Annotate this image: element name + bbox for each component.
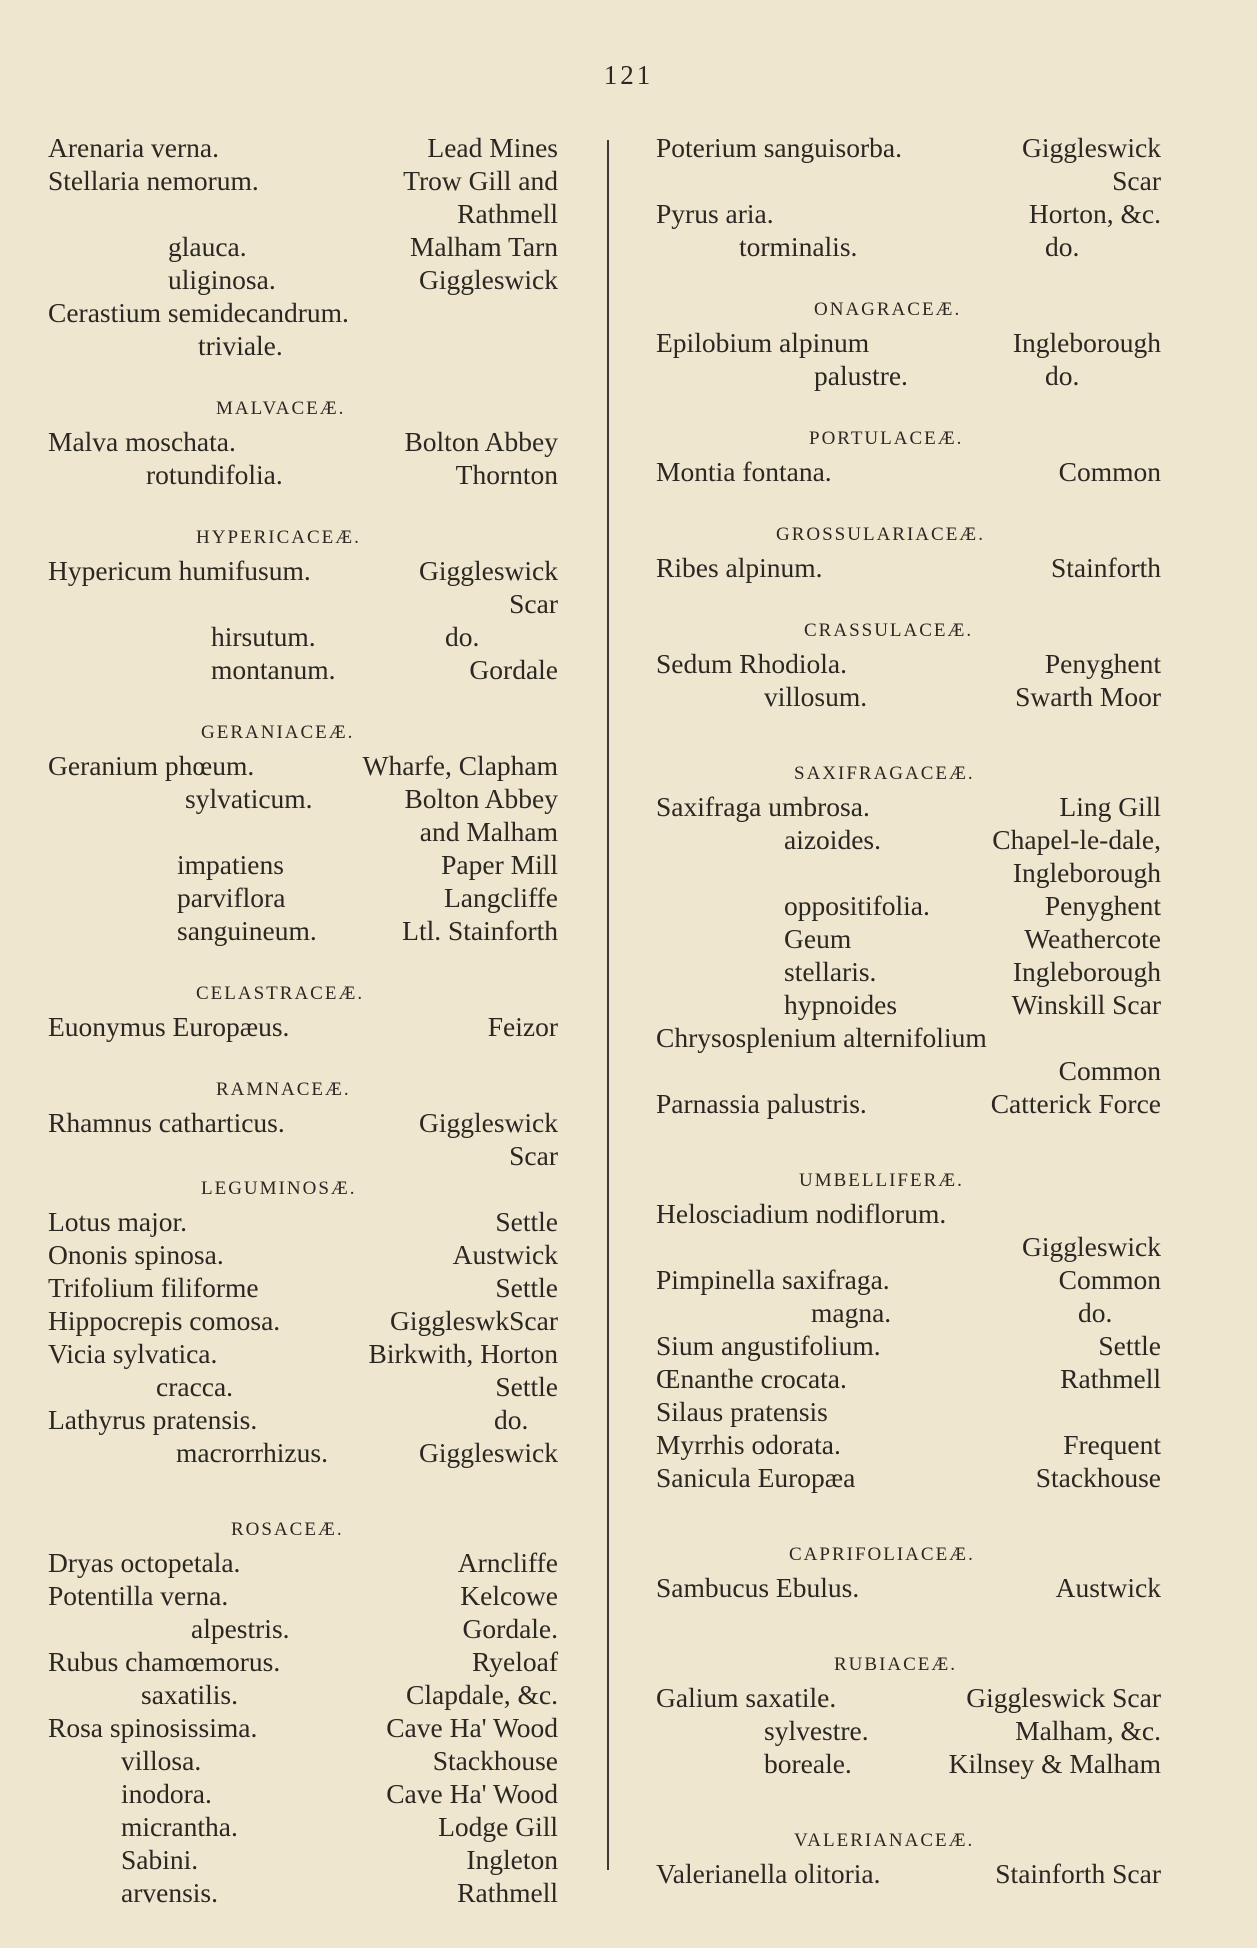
species-name: boreale.: [764, 1748, 852, 1779]
species-name: Parnassia palustris.: [656, 1088, 867, 1119]
locality: Bolton Abbey: [404, 783, 558, 814]
species-entry: [656, 230, 1161, 263]
species-name: palustre.: [814, 360, 908, 391]
locality: Penyghent: [1044, 648, 1161, 679]
locality: Stackhouse: [1035, 1462, 1161, 1493]
species-name: parviflora: [177, 882, 286, 913]
spacer: [656, 1494, 1161, 1538]
species-entry: [48, 1205, 558, 1238]
locality: Giggleswick: [418, 555, 558, 586]
locality: do.: [1045, 231, 1080, 262]
locality: Frequent: [1063, 1429, 1161, 1460]
locality: Giggleswick: [418, 264, 558, 295]
species-name: Sabini.: [121, 1844, 199, 1875]
species-name: Lathyrus pratensis.: [48, 1404, 258, 1435]
species-entry: [48, 815, 558, 848]
species-name: Malva moschata.: [48, 426, 236, 457]
species-name: Rosa spinosissima.: [48, 1712, 258, 1743]
spacer: [656, 584, 1161, 614]
species-entry: [656, 1087, 1161, 1120]
species-name: impatiens: [177, 849, 284, 880]
family-heading: CAPRIFOLIACEÆ.: [789, 1544, 975, 1565]
species-name: Rhamnus catharticus.: [48, 1107, 285, 1138]
locality: do.: [1045, 360, 1080, 391]
species-entry: [48, 230, 558, 263]
species-entry: [656, 1857, 1161, 1890]
locality: Penyghent: [1044, 890, 1161, 921]
locality: Giggleswick: [418, 1437, 558, 1468]
species-entry: [48, 749, 558, 782]
species-name: magna.: [811, 1297, 892, 1328]
species-entry: [656, 1714, 1161, 1747]
locality: Lead Mines: [427, 132, 558, 163]
species-name: sylvestre.: [764, 1715, 869, 1746]
species-entry: [656, 1747, 1161, 1780]
species-entry: [656, 1230, 1161, 1263]
locality: Settle: [495, 1272, 558, 1303]
locality: Stackhouse: [432, 1745, 558, 1776]
species-name: Sambucus Ebulus.: [656, 1572, 860, 1603]
species-entry: [48, 1238, 558, 1271]
species-name: Galium saxatile.: [656, 1682, 837, 1713]
species-name: Lotus major.: [48, 1206, 188, 1237]
locality: Rathmell: [457, 198, 558, 229]
species-entry: [656, 1362, 1161, 1395]
species-name: villosum.: [764, 681, 868, 712]
species-name: Silaus pratensis: [656, 1396, 828, 1427]
species-entry: [48, 1711, 558, 1744]
species-name: Geranium phœum.: [48, 750, 255, 781]
spacer: [656, 713, 1161, 757]
species-name: Cerastium semidecandrum.: [48, 297, 349, 328]
locality: Winskill Scar: [1011, 989, 1161, 1020]
locality: Settle: [495, 1371, 558, 1402]
species-name: Montia fontana.: [656, 456, 832, 487]
species-entry: [48, 1876, 558, 1909]
species-name: Stellaria nemorum.: [48, 165, 259, 196]
family-heading: UMBELLIFERÆ.: [799, 1170, 964, 1191]
species-name: arvensis.: [121, 1877, 218, 1908]
species-name: macrorrhizus.: [176, 1437, 328, 1468]
species-entry: [48, 1106, 558, 1139]
locality: Clapdale, &c.: [406, 1679, 558, 1710]
spacer: [656, 392, 1161, 422]
species-entry: [48, 1579, 558, 1612]
species-name: hirsutum.: [211, 621, 316, 652]
species-name: glauca.: [168, 231, 247, 262]
locality: Austwick: [1055, 1572, 1161, 1603]
locality: Trow Gill and: [403, 165, 558, 196]
species-entry: [656, 551, 1161, 584]
locality: Ingleborough: [1012, 857, 1161, 888]
locality: Settle: [1098, 1330, 1161, 1361]
locality: Bolton Abbey: [404, 426, 558, 457]
right-column: [656, 131, 1161, 1890]
locality: Common: [1058, 456, 1161, 487]
locality: Scar: [509, 1140, 558, 1171]
species-entry: [48, 131, 558, 164]
locality: Giggleswick: [1021, 1231, 1161, 1262]
species-entry: [48, 587, 558, 620]
species-name: oppositifolia.: [784, 890, 930, 921]
species-entry: [48, 1304, 558, 1337]
species-entry: [656, 856, 1161, 889]
species-name: torminalis.: [739, 231, 858, 262]
species-entry: [656, 1395, 1161, 1428]
locality: Scar: [509, 588, 558, 619]
family-heading: GROSSULARIACEÆ.: [776, 524, 985, 545]
spacer: [48, 1043, 558, 1073]
locality: Arncliffe: [457, 1547, 558, 1578]
locality: Chapel-le-dale,: [992, 824, 1161, 855]
species-name: Sedum Rhodiola.: [656, 648, 847, 679]
species-entry: [48, 1010, 558, 1043]
species-entry: [656, 922, 1161, 955]
locality: Ingleborough: [1012, 956, 1161, 987]
locality: Rathmell: [457, 1877, 558, 1908]
family-heading: VALERIANACEÆ.: [794, 1830, 975, 1851]
locality: Thornton: [455, 459, 558, 490]
species-name: saxatilis.: [141, 1679, 239, 1710]
species-entry: [656, 823, 1161, 856]
species-entry: [48, 881, 558, 914]
locality: Kilnsey & Malham: [948, 1748, 1161, 1779]
locality: do.: [1078, 1297, 1113, 1328]
species-entry: [48, 164, 558, 197]
page-number: 121: [603, 60, 654, 90]
spacer: [48, 362, 558, 392]
locality: do.: [494, 1404, 529, 1435]
species-entry: [48, 425, 558, 458]
species-entry: [656, 647, 1161, 680]
species-name: Pyrus aria.: [656, 198, 774, 229]
family-heading: ONAGRACEÆ.: [814, 299, 962, 320]
locality: Cave Ha' Wood: [386, 1778, 558, 1809]
species-name: hypnoides: [784, 989, 898, 1020]
locality: Ingleton: [466, 1844, 558, 1875]
locality: Catterick Force: [990, 1088, 1161, 1119]
locality: Kelcowe: [460, 1580, 558, 1611]
species-entry: [48, 1810, 558, 1843]
species-entry: [656, 1054, 1161, 1087]
species-name: Euonymus Europæus.: [48, 1011, 290, 1042]
species-entry: [48, 458, 558, 491]
species-entry: [656, 326, 1161, 359]
family-heading: HYPERICACEÆ.: [196, 527, 361, 548]
species-entry: [656, 1296, 1161, 1329]
locality: Ling Gill: [1059, 791, 1161, 822]
locality: and Malham: [419, 816, 558, 847]
locality: Gordale: [469, 654, 558, 685]
family-heading: LEGUMINOSÆ.: [201, 1178, 357, 1199]
species-entry: [48, 1645, 558, 1678]
species-name: Vicia sylvatica.: [48, 1338, 218, 1369]
species-name: inodora.: [121, 1778, 212, 1809]
spacer: [656, 263, 1161, 293]
locality: Common: [1058, 1264, 1161, 1295]
family-heading: PORTULACEÆ.: [809, 428, 964, 449]
locality: Settle: [495, 1206, 558, 1237]
species-entry: [656, 1197, 1161, 1230]
locality: Ryeloaf: [472, 1646, 558, 1677]
species-name: Trifolium filiforme: [48, 1272, 259, 1303]
locality: Wharfe, Clapham: [362, 750, 558, 781]
species-name: Valerianella olitoria.: [656, 1858, 881, 1889]
spacer: [48, 1469, 558, 1513]
spacer: [656, 488, 1161, 518]
species-entry: [656, 1021, 1161, 1054]
species-entry: [48, 197, 558, 230]
species-name: sylvaticum.: [185, 783, 313, 814]
species-entry: [48, 653, 558, 686]
family-heading: ROSACEÆ.: [231, 1519, 344, 1540]
species-name: Hippocrepis comosa.: [48, 1305, 281, 1336]
species-name: Poterium sanguisorba.: [656, 132, 902, 163]
species-entry: [48, 263, 558, 296]
species-name: uliginosa.: [168, 264, 276, 295]
species-name: aizoides.: [784, 824, 881, 855]
family-heading: CELASTRACEÆ.: [196, 983, 365, 1004]
locality: Birkwith, Horton: [368, 1338, 558, 1369]
species-entry: [48, 1612, 558, 1645]
species-name: Pimpinella saxifraga.: [656, 1264, 890, 1295]
species-name: Geum: [784, 923, 852, 954]
locality: Gordale.: [462, 1613, 558, 1644]
species-entry: [48, 620, 558, 653]
family-heading: SAXIFRAGACEÆ.: [794, 763, 975, 784]
locality: Stainforth: [1051, 552, 1161, 583]
species-entry: [656, 955, 1161, 988]
spacer: [656, 1604, 1161, 1648]
species-name: micrantha.: [121, 1811, 238, 1842]
species-entry: [48, 1337, 558, 1370]
species-name: Rubus chamœmorus.: [48, 1646, 281, 1677]
locality: Swarth Moor: [1015, 681, 1161, 712]
left-column: [48, 131, 558, 1909]
species-name: Sium angustifolium.: [656, 1330, 881, 1361]
species-name: Hypericum humifusum.: [48, 555, 311, 586]
locality: Langcliffe: [443, 882, 558, 913]
locality: Giggleswick: [1021, 132, 1161, 163]
spacer: [48, 686, 558, 716]
family-heading: CRASSULACEÆ.: [804, 620, 974, 641]
locality: do.: [445, 621, 480, 652]
family-heading: GERANIACEÆ.: [201, 722, 355, 743]
species-entry: [48, 1777, 558, 1810]
species-name: alpestris.: [191, 1613, 290, 1644]
species-entry: [48, 782, 558, 815]
spacer: [656, 1780, 1161, 1824]
locality: Cave Ha' Wood: [386, 1712, 558, 1743]
species-entry: [48, 329, 558, 362]
species-entry: [656, 197, 1161, 230]
species-name: Saxifraga umbrosa.: [656, 791, 870, 822]
species-name: Sanicula Europæa: [656, 1462, 856, 1493]
species-name: Helosciadium nodiflorum.: [656, 1198, 947, 1229]
species-entry: [48, 554, 558, 587]
species-name: Epilobium alpinum: [656, 327, 870, 358]
species-entry: [656, 1461, 1161, 1494]
locality: Giggleswick: [418, 1107, 558, 1138]
species-entry: [656, 359, 1161, 392]
species-entry: [48, 1403, 558, 1436]
locality: GiggleswkScar: [389, 1305, 558, 1336]
spacer: [48, 947, 558, 977]
species-entry: [48, 848, 558, 881]
species-entry: [48, 1546, 558, 1579]
species-name: Arenaria verna.: [48, 132, 220, 163]
locality: Scar: [1112, 165, 1161, 196]
species-entry: [656, 1571, 1161, 1604]
locality: Austwick: [452, 1239, 558, 1270]
species-name: cracca.: [156, 1371, 234, 1402]
species-name: Potentilla verna.: [48, 1580, 229, 1611]
species-entry: [656, 164, 1161, 197]
spacer: [48, 491, 558, 521]
species-entry: [48, 1139, 558, 1172]
species-name: stellaris.: [784, 956, 877, 987]
species-entry: [656, 680, 1161, 713]
species-entry: [656, 131, 1161, 164]
species-entry: [48, 1744, 558, 1777]
locality: Malham Tarn: [409, 231, 558, 262]
species-entry: [48, 914, 558, 947]
family-heading: MALVACEÆ.: [216, 398, 346, 419]
species-entry: [656, 889, 1161, 922]
locality: Ltl. Stainforth: [402, 915, 558, 946]
locality: Common: [1058, 1055, 1161, 1086]
species-entry: [656, 1263, 1161, 1296]
species-entry: [656, 1329, 1161, 1362]
species-name: Myrrhis odorata.: [656, 1429, 841, 1460]
spacer: [656, 1120, 1161, 1164]
species-name: triviale.: [198, 330, 283, 361]
species-entry: [48, 1271, 558, 1304]
family-heading: RUBIACEÆ.: [834, 1654, 958, 1675]
species-entry: [656, 790, 1161, 823]
species-entry: [656, 1681, 1161, 1714]
species-entry: [48, 296, 558, 329]
species-entry: [656, 1428, 1161, 1461]
species-name: rotundifolia.: [146, 459, 283, 490]
species-name: sanguineum.: [177, 915, 317, 946]
species-entry: [48, 1436, 558, 1469]
locality: Paper Mill: [441, 849, 558, 880]
species-entry: [48, 1370, 558, 1403]
locality: Feizor: [487, 1011, 558, 1042]
locality: Rathmell: [1060, 1363, 1161, 1394]
family-heading: RAMNACEÆ.: [216, 1079, 351, 1100]
species-entry: [48, 1678, 558, 1711]
species-name: Ribes alpinum.: [656, 552, 823, 583]
species-entry: [656, 455, 1161, 488]
locality: Weathercote: [1024, 923, 1161, 954]
locality: Lodge Gill: [438, 1811, 558, 1842]
locality: Ingleborough: [1012, 327, 1161, 358]
species-name: Œnanthe crocata.: [656, 1363, 847, 1394]
species-name: Ononis spinosa.: [48, 1239, 224, 1270]
locality: Malham, &c.: [1015, 1715, 1161, 1746]
locality: Stainforth Scar: [995, 1858, 1161, 1889]
species-entry: [656, 988, 1161, 1021]
species-name: Chrysosplenium alternifolium: [656, 1022, 987, 1053]
column-divider: [607, 140, 609, 1870]
locality: Horton, &c.: [1028, 198, 1161, 229]
species-entry: [48, 1843, 558, 1876]
species-name: montanum.: [211, 654, 336, 685]
species-name: Dryas octopetala.: [48, 1547, 241, 1578]
locality: Giggleswick Scar: [966, 1682, 1161, 1713]
species-name: villosa.: [121, 1745, 202, 1776]
